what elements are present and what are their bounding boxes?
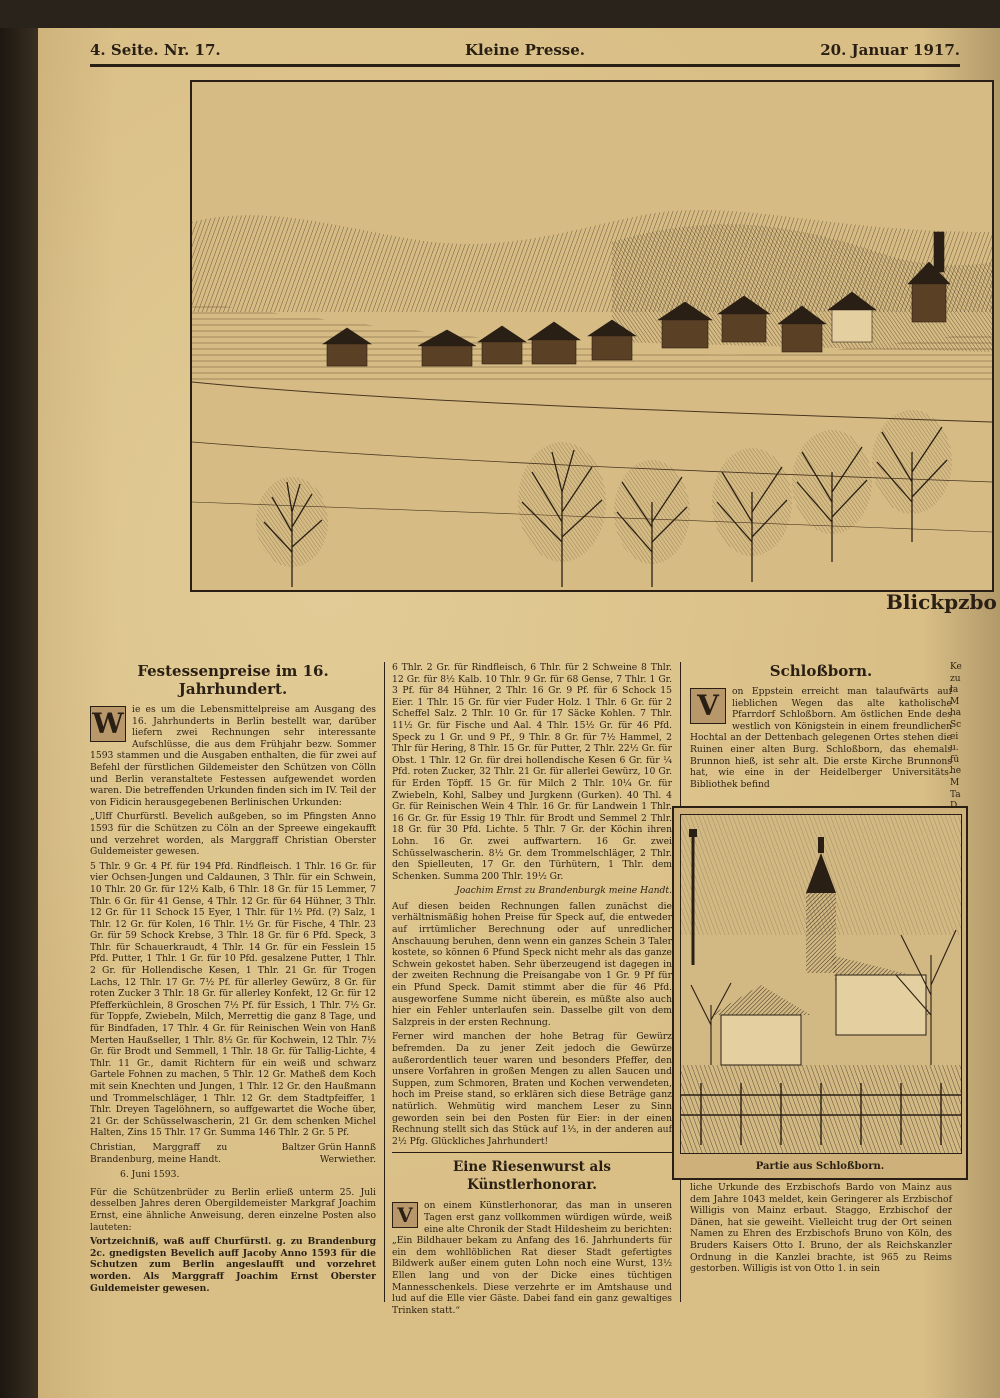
- paragraph: 6 Thlr. 2 Gr. für Rindfleisch, 6 Thlr. für 2 Schweine 8 Thlr. 12 Gr. für 8½ Kalb. 10 Thlr. 9 Gr. für 68 Gense, 7 Thlr. 1 Gr. 3 Pf. für 84 Hühner, 2 Thlr. 16 Gr. 9 Pf. für 6 Schock 15 Eier. 1 Thlr. 15 Gr. für vier Fuder Holz. 1 Thlr. 6 Gr. für 2 Scheffel Salz. 2 Thlr. 10 Gr. für 17 Säcke Kohlen. 7 Thlr. 11½ Gr. für Fische und Aal. 4 Thlr. 15½ Gr. für 46 Pfd. Speck zu 1 Gr. und 9 Pf., 9 Thlr. 8 Gr. für 7½ Hammel, 2 Thlr für Hering, 8 Thlr. 15 Gr. für Putter, 2 Thlr. 22½ Gr. für Obst. 1 Thlr. 12 Gr. für drei hollendische Kesen 6 Gr. für ¼ Pfd. roten Zucker, 32 Thlr. 21 Gr. für allerlei Gewürz, 10 Gr. für Erden Töpff. 15 Gr. für Milch 2 Thlr. 10¼ Gr. für Zwiebeln, Kohl, Salbey und Jurgkenn (Gurken). 40 Thl. 4 Gr. für Reinischen Wein 4 Thlr. 16 Gr. für Landwein 1 Thlr. 16 Gr. Gr. für Essig 19 Thlr. für Brodt und Semmel 2 Thlr. 18 Gr. für 30 Pfd. Lichte. 5 Thlr. 7 Gr. der Köchin ihren Lohn. 16 Gr. zwei auffwartern. 16 Gr. zwei Schüsselwascherin. 8½ Gr. dem Trommelschläger, 2 Thlr. den Spielleuten, 17 Gr. den Türhütern, 1 Thlr. dem Schenken. Summa 200 Thlr. 19½ Gr.: [392, 662, 672, 882]
- landscape-engraving: [190, 80, 994, 592]
- signature: Joachim Ernst zu Brandenburgk meine Handt.: [456, 885, 672, 897]
- village-photo-frame: [672, 806, 968, 1180]
- article-title: Festessenpreise im 16. Jahrhundert.: [137, 662, 329, 698]
- image-caption: Blickpzbo: [886, 590, 997, 614]
- article-title: Eine Riesenwurst als Künstlerhonorar.: [452, 1159, 612, 1194]
- cut-off-column: Ke zu la M ha Sc ei u. fü he M Ta D: [950, 662, 962, 812]
- village-photo: [680, 814, 962, 1154]
- paragraph: Ferner wird manchen der hohe Betrag für Gewürz befremden. Da zu jener Zeit jedoch die Gewürze außerordentlich teuer waren und besonders Pfeffer, den unsere Vorfahren in großen Mengen zu allen Saucen und Suppen, zum Schmoren, Braten und Kochen verwendeten, hoch im Preise stand, so erklären sich diese Beträge ganz natürlich. Wehmütig wird manchem Leser zu Sinn geworden sein bei den Posten für Eier: in der einen Rechnung stellt sich das Stück auf 1⅓, in der anderen auf 2½ Pfg. Glückliches Jahrhundert!: [392, 1031, 672, 1147]
- divider: [392, 1152, 672, 1153]
- article-festessenpreise: [90, 662, 376, 1297]
- book-spine: [0, 28, 38, 1398]
- signature-block: [90, 1142, 376, 1165]
- column-rule: [384, 662, 385, 1302]
- page-header: [90, 38, 960, 67]
- church-illustration: [681, 815, 961, 1153]
- paragraph: 5 Thlr. 9 Gr. 4 Pf. für 194 Pfd. Rindfleisch. 1 Thlr. 16 Gr. für vier Ochsen-Jungen und Caldaunen, 3 Thlr. für ein Schwein, 10 Thlr. 20 Gr. für 12½ Kalb, 6 Thlr. 18 Gr. für 15 Lemmer, 7 Thlr. 6 Gr. für 41 Gense, 4 Thlr. 12 Gr. für 64 Hühner, 3 Thlr. 12 Gr. für 11 Schock 15 Eyer, 1 Thlr. für 1½ Pfd. (?) Salz, 1 Thlr. 12 Gr. für Kolen, 16 Thlr. 1½ Gr. für Fische, 4 Thlr. 23 Gr. für 59 Schock Krebse, 3 Thlr. 18 Gr. für 6 Pfd. Speck, 3 Thlr. für Schauerkraudt, 4 Thlr. 14 Gr. für ein Fesslein 15 Pfd. Putter, 1 Thlr. 1 Gr. für 10 Pfd. gesalzene Putter, 1 Thlr. 2 Gr. für Hollendische Kesen, 1 Thlr. 21 Gr. für Trogen Lachs, 12 Thlr. 17 Gr. 7½ Pf. für allerley Gewürz, 8 Gr. für roten Zucker 3 Thlr. 18 Gr. für allerley Konfekt, 12 Gr. für 12 Pfefferküchlein, 8 Groschen 7½ Pf. für Essich, 1 Thlr. 7½ Gr. für Toppfe, Zwiebeln, Milch, Merrettig die ganz 8 Tage, und für Bindfaden, 17 Thlr. 4 Gr. für Reinischen Wein von Hanß Merten Haußseller, 1 Thlr. 8½ Gr. für Kochwein, 12 Thlr. 7½ Gr. für Brodt und Semmell, 1 Thlr. 18 Gr. für Tallig-Lichte, 4 Thlr. 11 Gr., damit Richtern für ein weiß und schwarz Gartele Fohnen zu machen, 5 Thlr. 12 Gr. Matheß dem Koch mit sein Knechten und Jungen, 1 Thlr. 12 Gr. den Haußmann und Trommelschläger, 1 Thlr. 12 Gr. dem Stadtpfeiffer, 1 Thlr. Dreyen Tagelöhnern, so auffgewartet die Woche über, 21 Gr. der Schüsselwascherin, 21 Gr. dem schenken Michel Halten, Zins 15 Thlr. 17 Gr. Summa 146 Thlr. 2 Gr. 5 Pf.: [90, 860, 376, 1139]
- paragraph: „Ulff Churfürstl. Bevelich außgeben, so im Pfingsten Anno 1593 für die Schützen zu Cöln an der Spreewe eingekaufft und verzehret worden, als Marggraff Christian Oberster Guldemeister gewesen.: [90, 811, 376, 858]
- landscape-illustration: [192, 82, 992, 590]
- signature-left: Christian, Marggraff zu Brandenburg, meine Handt.: [90, 1141, 228, 1165]
- signature-right: Baltzer Grün Hannß Werwiether.: [281, 1141, 376, 1165]
- paragraph: Auf diesen beiden Rechnungen fallen zunächst die verhältnismäßig hohen Preise für Speck auf, die entweder auf irrtümlicher Berechnung oder auf unredlicher Anschauung beruhen, denn wenn ein ganzes Schein 3 Taler kostete, so können 6 Pfund Speck nicht mehr als das ganze Schwein gekostet haben. Sehr überzeugend ist dagegen in der zweiten Rechnung die Preisangabe von 1 Gr. 9 Pf für ein Pfund Speck. Damit stimmt aber die für 46 Pfd. ausgeworfene Summe nicht überein, es müßte also auch hier ein Fehler unterlaufen sein. Dasselbe gilt von dem Salzpreis in der ersten Rechnung.: [392, 900, 672, 1028]
- article-schlossborn-continued: [690, 1182, 952, 1278]
- paragraph: ie es um die Lebensmittelpreise am Ausgang des 16. Jahrhunderts in Berlin bestellt war, darüber liefern zwei Rechnungen sehr interessante Aufschlüsse, die aus dem Frühjahr bezw. Sommer 1593 stammen und die Ausgaben enthalten, die für zwei auf Befehl der fürstlichen Gildemeister den Schützen von Cölln und Berlin veranstaltete Festessen aufgewendet worden waren. Die betreffenden Urkunden finden sich im IV. Teil der von Fidicin herausgegebenen Berlinischen Urkunden:: [90, 704, 376, 808]
- header-date: 20. Januar 1917.: [820, 41, 960, 59]
- date-line: 6. Juni 1593.: [120, 1169, 180, 1181]
- paragraph: Vortzeichniß, waß auff Churfürstl. g. zu Brandenburg 2c. gnedigsten Bevelich auff Jacoby Anno 1593 für die Schutzen zum Berlin angeslaufft und vorzehret worden. Als Marggraff Joachim Ernst Oberster Guldemeister gewesen.: [90, 1236, 376, 1294]
- dropcap: V: [392, 1202, 418, 1228]
- paragraph: on einem Künstlerhonorar, das man in unseren Tagen erst ganz vollkommen würdigen würde, weiß eine alte Chronik der Stadt Hildesheim zu berichten: „Ein Bildhauer bekam zu Anfang des 16. Jahrhunderts für ein dem wohllöblichen Rat dieser Stadt gefertigtes Bildwerk außer einem guten Lohn noch eine Wurst, 13½ Ellen lang und von der Dicke eines tüchtigen Mannesschenkels. Diese verzehrte er im Amtshause und lud auf die Elle vier Gäste. Dabei fand ein ganz gewaltiges Trinken statt.“: [392, 1200, 672, 1316]
- paragraph: liche Urkunde des Erzbischofs Bardo von Mainz aus dem Jahre 1043 meldet, kein Geringerer als Erzbischof Willigis von Mainz erbaut. Staggo, Erzbischof der Dänen, hat sie geweiht. Vielleicht trug der Ort seinen Namen zu Ehren des Erzbischofs Bruno von Köln, des Bruders Kaisers Otto I. Bruno, der als Reichskanzler Ordnung in die Kanzlei brachte, ist 965 zu Reims gestorben. Willigis ist von Otto 1. in sein: [690, 1182, 952, 1275]
- article-continuation: [392, 662, 672, 1319]
- dropcap: W: [90, 706, 126, 742]
- dropcap: V: [690, 688, 726, 724]
- article-schlossborn: [690, 662, 952, 793]
- paragraph: Für die Schützenbrüder zu Berlin erließ unterm 25. Juli desselben Jahres deren Obergildemeister Markgraf Joachim Ernst, eine ähnliche Anweisung, deren einzelne Posten also lauteten:: [90, 1186, 376, 1233]
- header-page-number: 4. Seite. Nr. 17.: [90, 41, 221, 59]
- paragraph: on Eppstein erreicht man talaufwärts auf lieblichen Wegen das alte katholische Pfarrdorf Schloßborn. Am östlichen Ende des westlich von Königstein in einem freundlichen Hochtal an der Dettenbach gelegenen Ortes stehen die Ruinen einer alten Burg. Schloßborn, das ehemals Brunnon hieß, ist sehr alt. Die erste Kirche Brunnons hat, wie eine in der Heidelberger Universitäts-Bibliothek befind: [690, 686, 952, 790]
- photo-caption: Partie aus Schloßborn.: [755, 1161, 885, 1172]
- header-newspaper-title: Kleine Presse.: [464, 41, 586, 59]
- article-title: Schloßborn.: [769, 662, 873, 680]
